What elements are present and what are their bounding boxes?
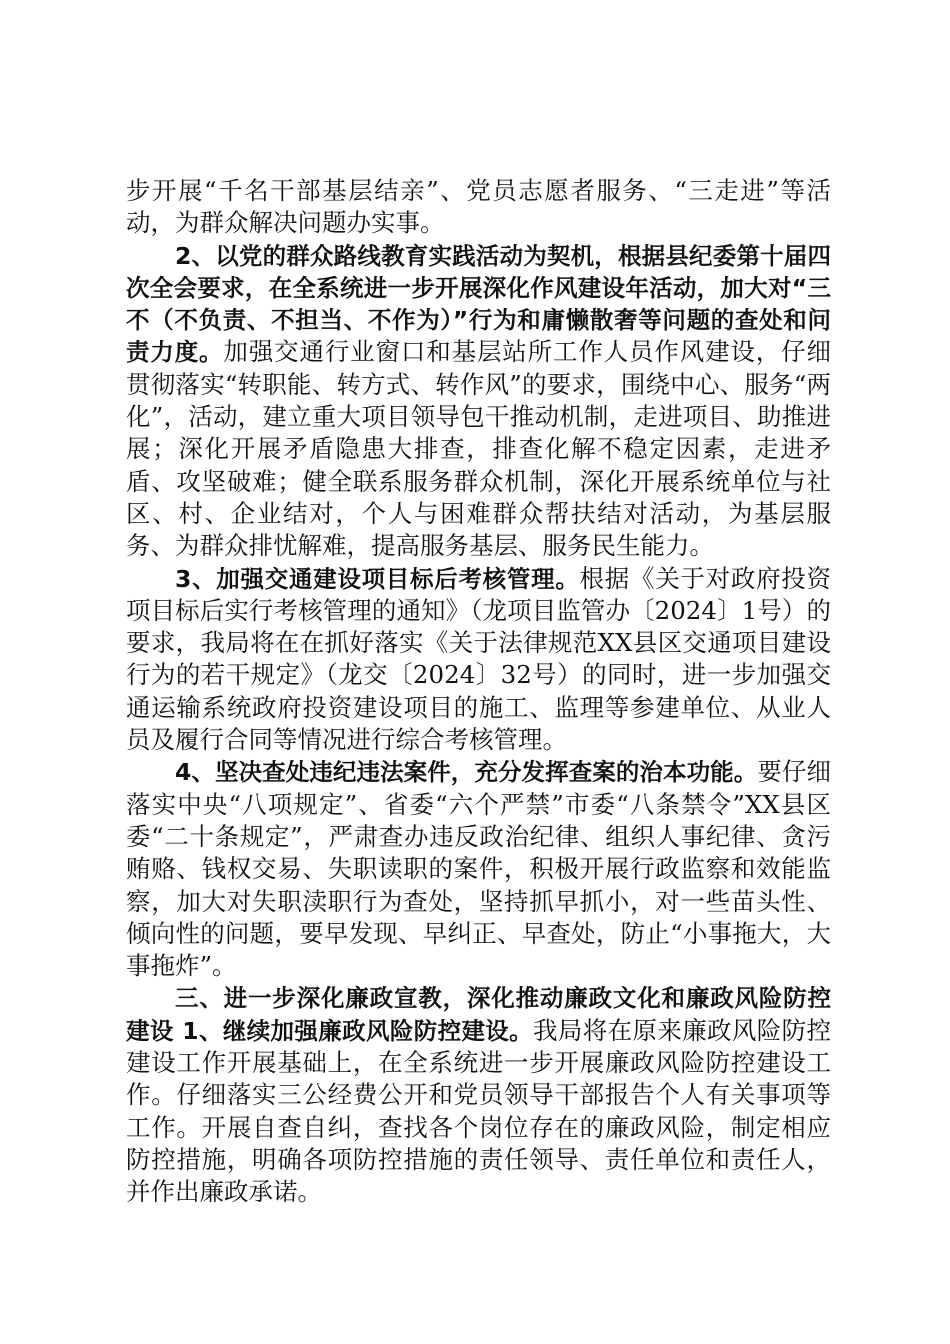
paragraph-continuation — [126, 175, 831, 240]
paragraph-body: 步开展“千名干部基层结亲”、党员志愿者服务、“三走进”等活动，为群众解决问题办实事。 — [126, 176, 831, 238]
paragraph-section-3 — [126, 982, 831, 1208]
paragraph-body: 要仔细落实中央“八项规定”、省委“六个严禁”市委“八条禁令”XX县区委“二十条规定”，严肃查办违反政治纪律、组织人事纪律、贪污贿赂、钱权交易、失职读职的案件，积极开展行政监察和效能监察，加大对失职渎职行为查处，坚持抓早抓小，对一些苗头性、倾向性的问题，要早发现、早纠正、早查处，防止“小事拖大，大事拖炸”。 — [126, 757, 832, 981]
paragraph-body: 根据《关于对政府投资项目标后实行考核管理的通知》（龙项目监管办〔2024〕1号）的要求，我局将在在抓好落实《关于法律规范XX县区交通项目建设行为的若干规定》（龙交〔2024〕32号）的同时，进一步加强交通运输系统政府投资建设项目的施工、监理等参建单位、从业人员及履行合同等情况进行综合考核管理。 — [126, 563, 831, 755]
section-heading: 三、进一步深化廉政宣教，深化推动廉政文化和廉政风险防控建设 1、继续加强廉政风险防控建设。 — [126, 984, 831, 1045]
paragraph-body: 我局将在原来廉政风险防控建设工作开展基础上，在全系统进一步开展廉政风险防控建设工作。仔细落实三公经费公开和党员领导干部报告个人有关事项等工作。开展自查自纠，查找各个岗位存在的廉政风险，制定相应防控措施，明确各项防控措施的责任领导、责任单位和责任人，并作出廉政承诺。 — [126, 1015, 831, 1207]
paragraph-body: 加强交通行业窗口和基层站所工作人员作风建设，仔细贯彻落实“转职能、转方式、转作风”的要求，围绕中心、服务“两化”，活动，建立重大项目领导包干推动机制，走进项目、助推进展；深化开展矛盾隐患大排查，排查化解不稳定因素，走进矛盾、攻坚破难；健全联系服务群众机制，深化开展系统单位与社区、村、企业结对，个人与困难群众帮扶结对活动，为基层服务、为群众排忧解难，提高服务基层、服务民生能力。 — [126, 337, 832, 561]
paragraph-heading: 4、坚决查处违纪违法案件，充分发挥查案的治本功能。 — [175, 758, 758, 787]
paragraph-item-2 — [126, 240, 831, 563]
paragraph-heading: 2、以党的群众路线教育实践活动为契机，根据县纪委第十届四次全会要求，在全系统进一步开展深化作风建设年活动，加大对“三不（不负责、不担当、不作为）”行为和庸懒散奢等问题的查处和问责力度。 — [126, 241, 831, 367]
paragraph-item-3 — [126, 563, 831, 757]
document-page — [126, 175, 831, 1209]
paragraph-item-4 — [126, 756, 831, 982]
paragraph-heading: 3、加强交通建设项目标后考核管理。 — [175, 564, 580, 593]
